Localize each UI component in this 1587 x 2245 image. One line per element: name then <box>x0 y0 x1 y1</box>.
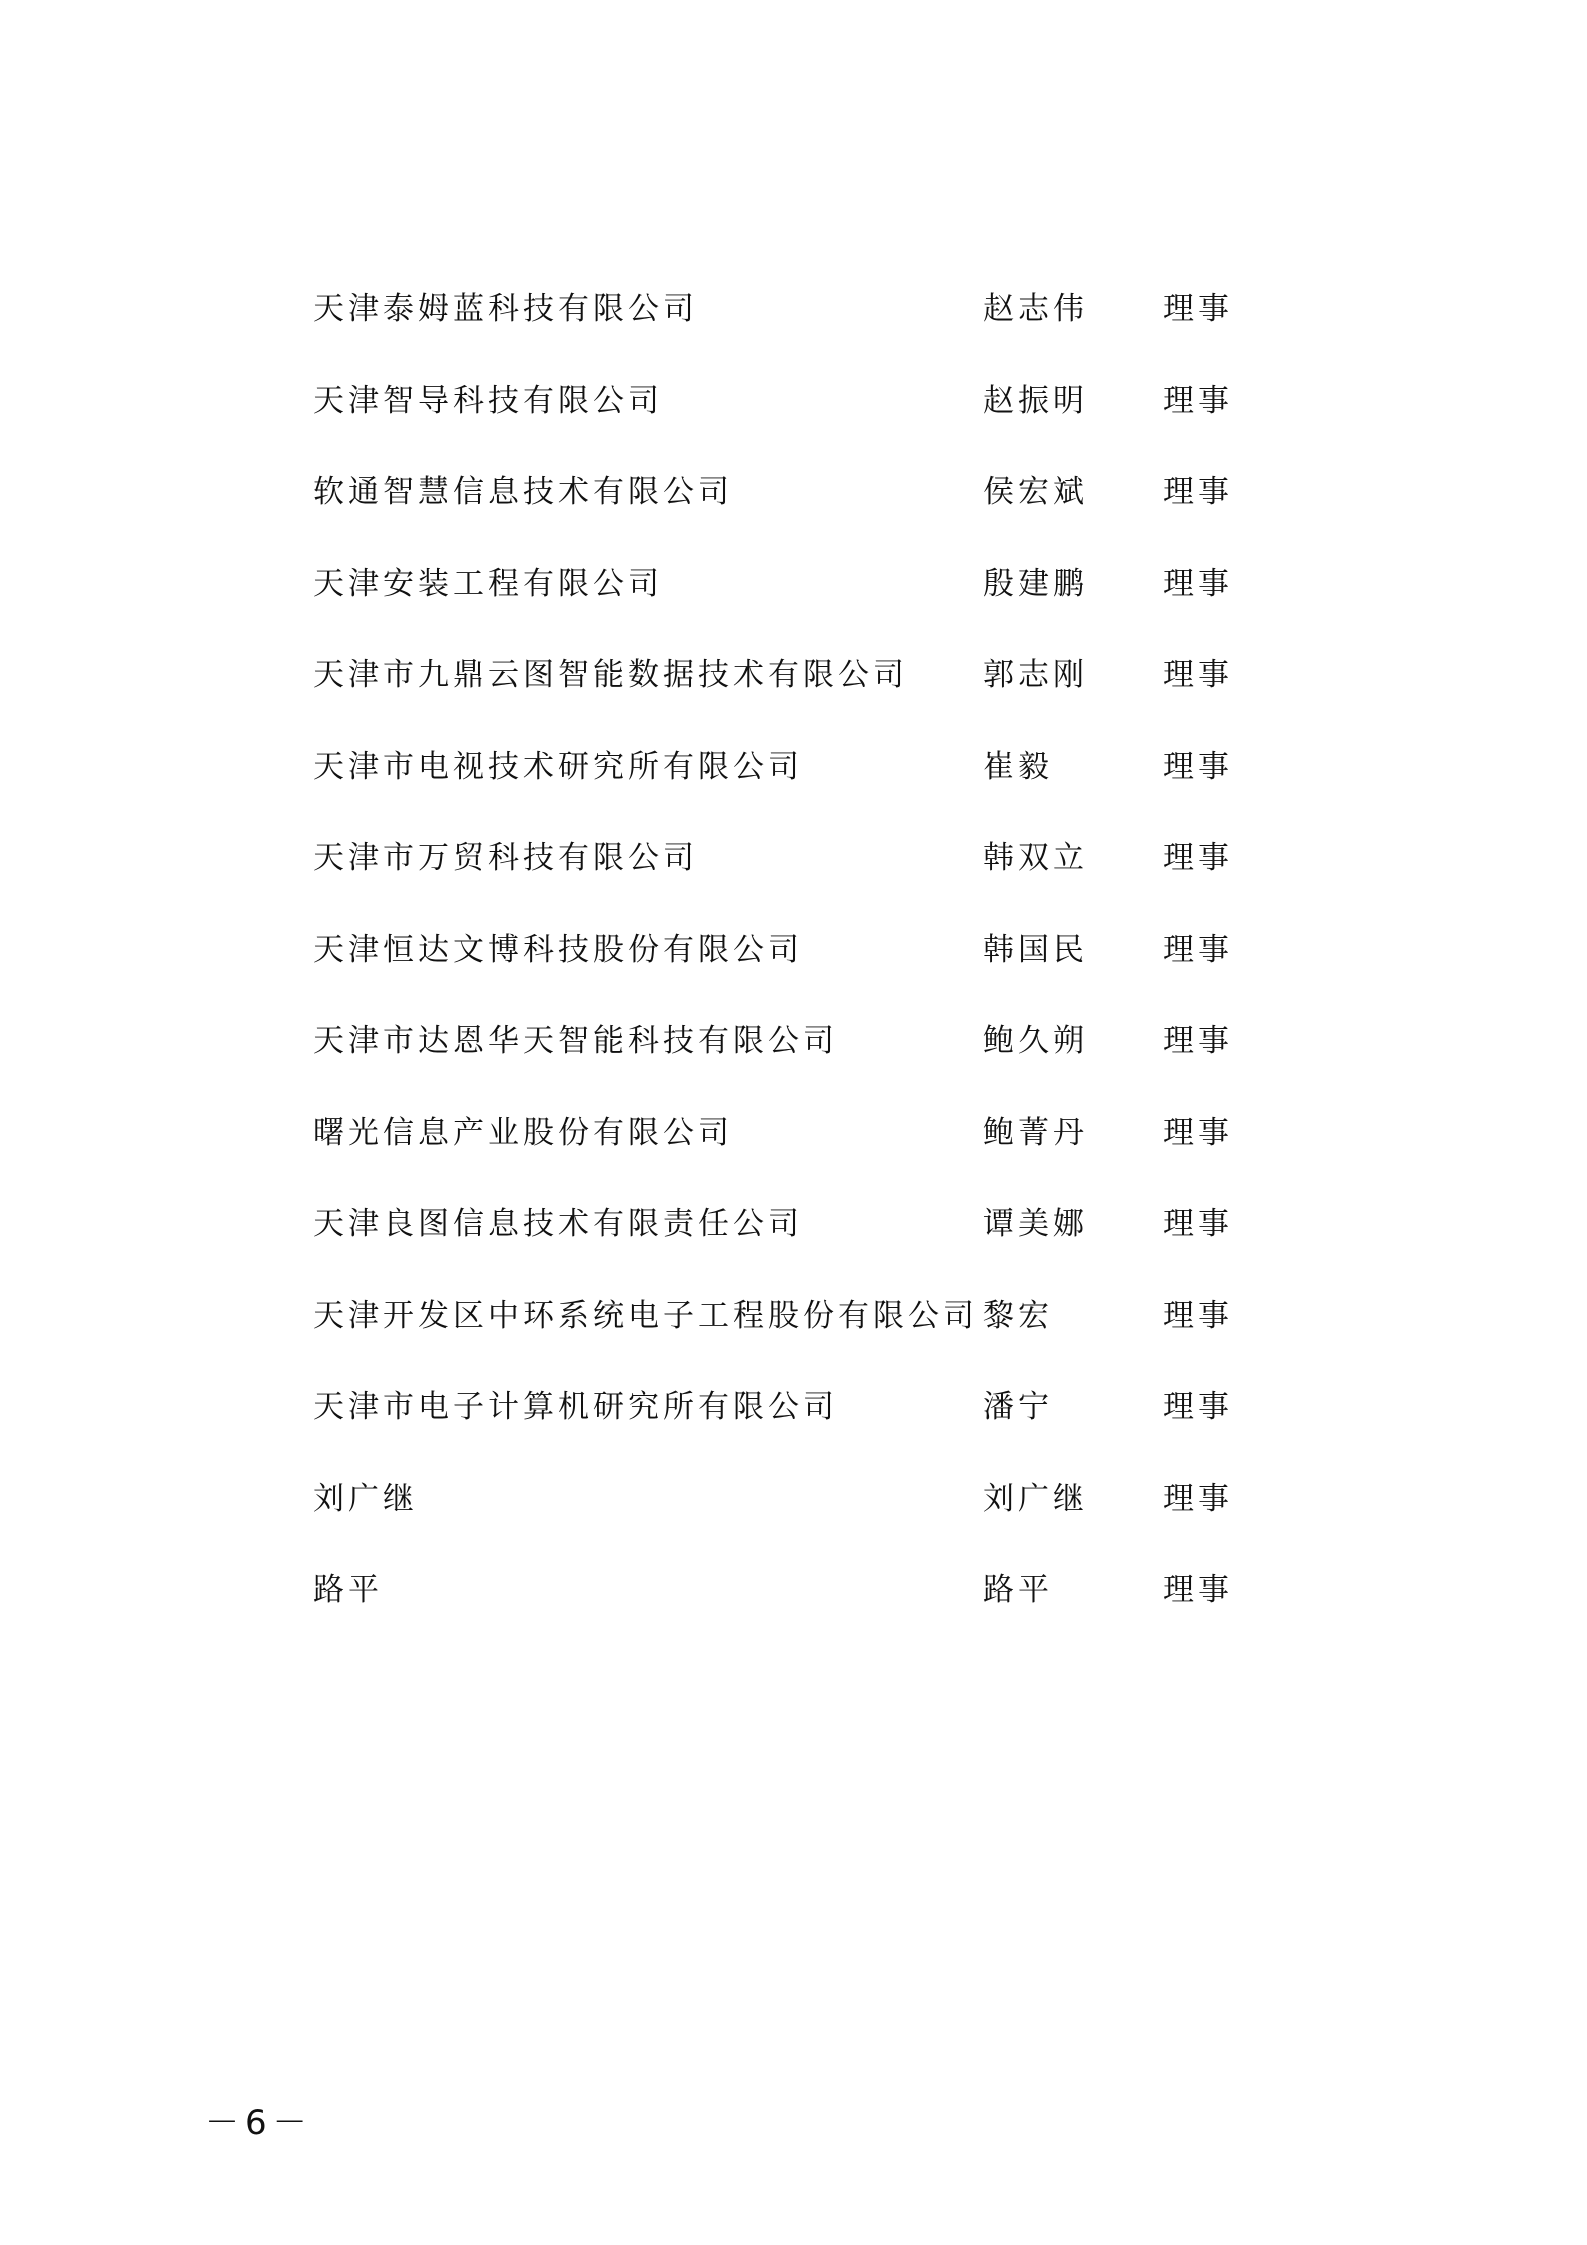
list-item <box>313 648 1313 740</box>
member-role: 理事 <box>1163 1023 1233 1059</box>
member-role: 理事 <box>1163 840 1233 876</box>
organization-name: 天津市九鼎云图智能数据技术有限公司 <box>313 657 908 693</box>
member-role: 理事 <box>1163 1297 1233 1334</box>
list-item <box>313 1472 1313 1564</box>
organization-name: 软通智慧信息技术有限公司 <box>313 474 733 510</box>
person-name: 鲍久朔 <box>983 1023 1088 1059</box>
member-role: 理事 <box>1163 1480 1233 1517</box>
organization-name: 天津良图信息技术有限责任公司 <box>313 1206 803 1242</box>
list-item <box>313 831 1313 923</box>
member-role: 理事 <box>1163 565 1233 602</box>
member-role: 理事 <box>1163 382 1233 419</box>
organization-name: 天津市达恩华天智能科技有限公司 <box>313 1023 838 1059</box>
organization-name: 天津开发区中环系统电子工程股份有限公司 <box>313 1297 978 1334</box>
member-role: 理事 <box>1163 474 1233 510</box>
person-name: 韩国民 <box>983 931 1088 968</box>
person-name: 赵振明 <box>983 382 1088 419</box>
member-role: 理事 <box>1163 1206 1233 1242</box>
member-role: 理事 <box>1163 1389 1233 1425</box>
organization-name: 天津恒达文博科技股份有限公司 <box>313 931 803 968</box>
member-role: 理事 <box>1163 931 1233 968</box>
organization-name: 天津智导科技有限公司 <box>313 382 663 419</box>
person-name: 侯宏斌 <box>983 474 1088 510</box>
organization-name: 曙光信息产业股份有限公司 <box>313 1114 733 1151</box>
person-name: 郭志刚 <box>983 657 1088 693</box>
list-item <box>313 1289 1313 1381</box>
organization-name: 天津市电子计算机研究所有限公司 <box>313 1389 838 1425</box>
person-name: 殷建鹏 <box>983 565 1088 602</box>
person-name: 韩双立 <box>983 840 1088 876</box>
list-item <box>313 1380 1313 1472</box>
list-item <box>313 557 1313 649</box>
page-number: －6－ <box>205 2103 313 2143</box>
person-name: 崔毅 <box>983 748 1053 785</box>
list-item <box>313 1197 1313 1289</box>
member-role: 理事 <box>1163 657 1233 693</box>
organization-name: 天津市万贸科技有限公司 <box>313 840 698 876</box>
list-item <box>313 1014 1313 1106</box>
list-item <box>313 282 1313 374</box>
member-role: 理事 <box>1163 1114 1233 1151</box>
person-name: 赵志伟 <box>983 291 1088 327</box>
organization-name: 路平 <box>313 1572 383 1608</box>
list-item <box>313 1563 1313 1655</box>
member-roster <box>313 282 1313 1655</box>
member-role: 理事 <box>1163 291 1233 327</box>
person-name: 路平 <box>983 1572 1053 1608</box>
organization-name: 刘广继 <box>313 1480 418 1517</box>
person-name: 潘宁 <box>983 1389 1053 1425</box>
organization-name: 天津安装工程有限公司 <box>313 565 663 602</box>
list-item <box>313 374 1313 466</box>
list-item <box>313 923 1313 1015</box>
person-name: 鲍菁丹 <box>983 1114 1088 1151</box>
list-item <box>313 740 1313 832</box>
list-item <box>313 1106 1313 1198</box>
member-role: 理事 <box>1163 748 1233 785</box>
member-role: 理事 <box>1163 1572 1233 1608</box>
organization-name: 天津泰姆蓝科技有限公司 <box>313 291 698 327</box>
person-name: 刘广继 <box>983 1480 1088 1517</box>
person-name: 谭美娜 <box>983 1206 1088 1242</box>
person-name: 黎宏 <box>983 1297 1053 1334</box>
list-item <box>313 465 1313 557</box>
organization-name: 天津市电视技术研究所有限公司 <box>313 748 803 785</box>
